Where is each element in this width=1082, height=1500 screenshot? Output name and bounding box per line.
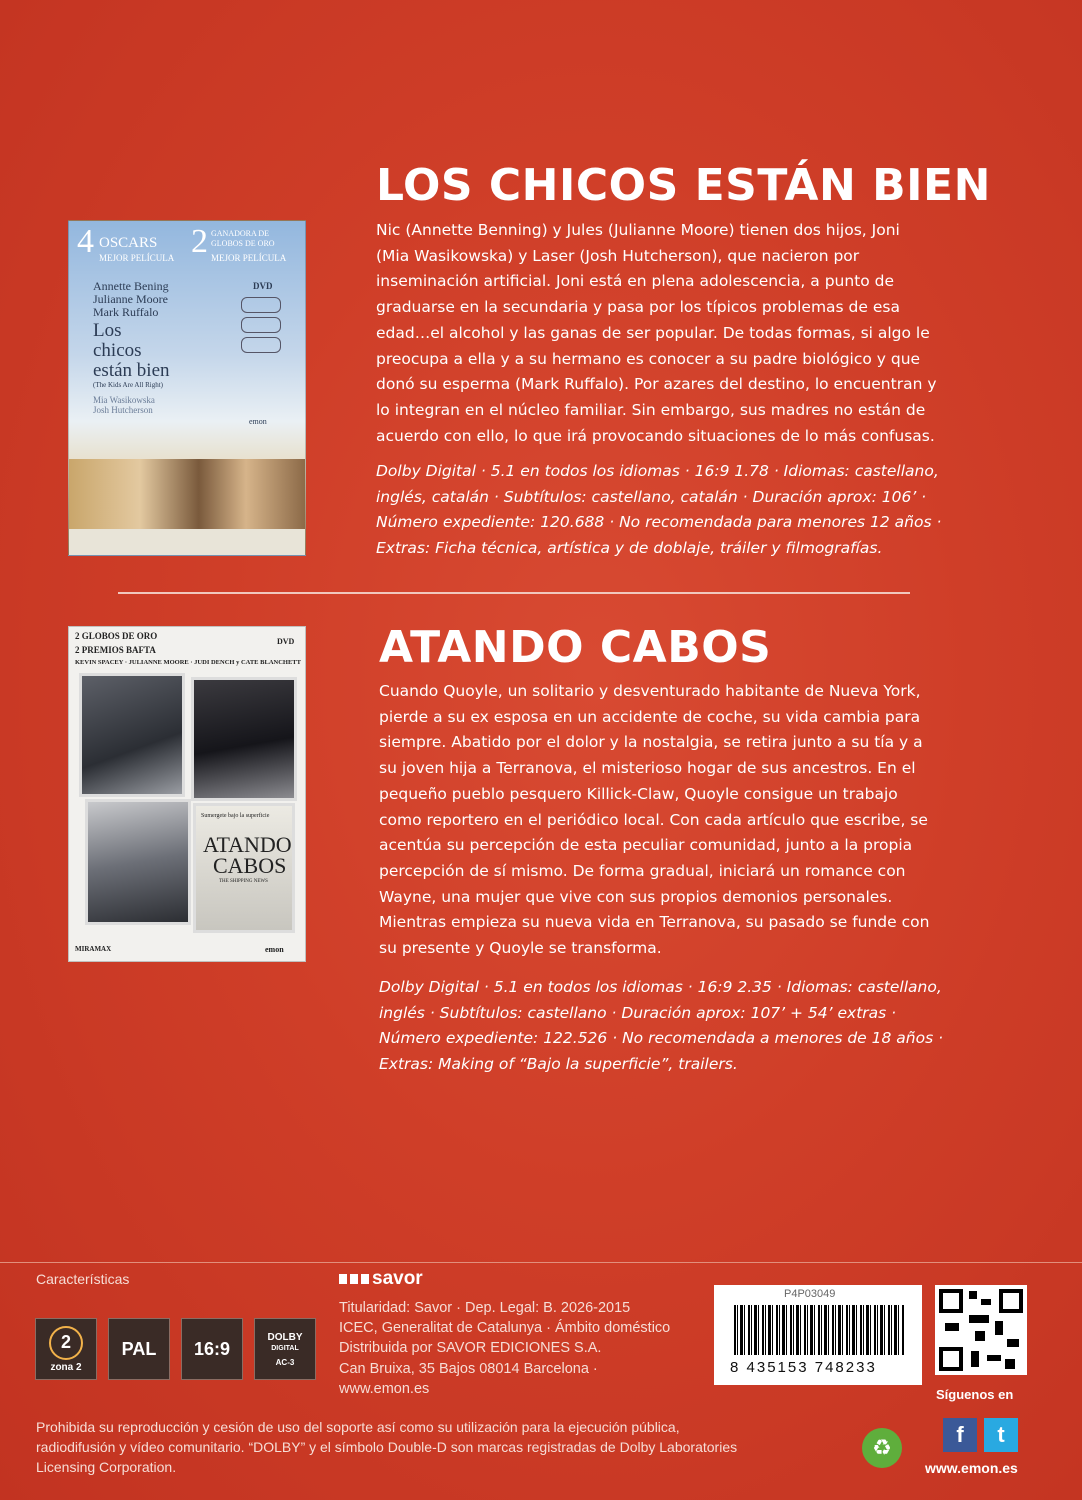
qr-code[interactable] (935, 1285, 1027, 1375)
cover2-title-line-2: CABOS (213, 853, 287, 878)
tech-line: Número expediente: 120.688 · No recomendada para menores 12 años · (376, 513, 942, 532)
cover2-logo-left: MIRAMAX (75, 945, 112, 953)
tech-line: Extras: Making of “Bajo la superficie”, trailers. (379, 1055, 738, 1074)
disclaimer-line: Prohibida su reproducción y cesión de uso del soporte así como su utilización para la ejecución pública, (36, 1419, 680, 1435)
synopsis-line: Mientras empieza su nueva vida en Terranova, su pasado se funde con (379, 913, 930, 932)
disclaimer-line: radiodifusión y vídeo comunitario. “DOLBY” y el símbolo Double-D son marcas registradas de Dolby Laboratories (36, 1439, 738, 1455)
qr-module (969, 1291, 977, 1299)
synopsis-line: siempre. Abatido por el dolor y la nostalgia, se retira junto a su tía y a (379, 733, 923, 752)
synopsis-line: preocupa a ella y a su hermano es conocer a su padre biológico y que (376, 349, 921, 368)
cover-title-line-1: Los (93, 320, 122, 341)
cover-photo-table (69, 529, 305, 555)
film2-synopsis (379, 679, 999, 962)
festival-laurel-2 (241, 317, 281, 333)
dolby-mid: DIGITAL (271, 1344, 299, 1352)
cover2-awards-2: 2 PREMIOS BAFTA (75, 645, 156, 655)
ratio-16-9-icon: 16:9 (181, 1318, 243, 1380)
film1-title: LOS CHICOS ESTÁN BIEN (376, 160, 991, 211)
synopsis-line: (Mia Wasikowska) y Laser (Josh Hutcherson), que nacieron por (376, 246, 860, 265)
cover-los-chicos-estan-bien (68, 220, 306, 556)
synopsis-line: donó su esperma (Mark Ruffalo). Por azares del destino, lo encuentran y (376, 375, 937, 394)
synopsis-line: como reportero en el periódico local. Con cada artículo que escribe, se (379, 810, 928, 829)
cover2-photo-man (79, 673, 185, 797)
cover-format: DVD (253, 281, 273, 291)
savor-logo (339, 1268, 423, 1290)
synopsis-line: pequeño pueblo pesquero Killick-Claw, Quoyle consigue un trabajo (379, 784, 898, 803)
cover2-photo-woman2 (85, 799, 191, 925)
synopsis-line: pierde a su ex esposa en un accidente de coche, su vida cambia para (379, 707, 921, 726)
cover2-original-title: THE SHIPPING NEWS (219, 879, 268, 884)
oscars-number: 4 (77, 223, 94, 260)
legal-line: Distribuida por SAVOR EDICIONES S.A. (339, 1340, 602, 1357)
qr-module (971, 1351, 979, 1367)
qr-module (969, 1315, 989, 1323)
zone-2-icon (35, 1318, 97, 1380)
follow-us-label: Síguenos en (936, 1387, 1014, 1402)
footer-divider (0, 1262, 1082, 1263)
tech-line: Número expediente: 122.526 · No recomendada a menores de 18 años · (379, 1029, 944, 1048)
cover-logo: emon (249, 417, 267, 426)
festival-laurel-1 (241, 297, 281, 313)
globes-text: GANADORA DE GLOBOS DE ORO (211, 229, 275, 248)
cover-cast2-2: Josh Hutcherson (93, 405, 153, 415)
tech-line: Dolby Digital · 5.1 en todos los idiomas · 16:9 1.78 · Idiomas: castellano, (376, 462, 939, 480)
festival-laurel-3 (241, 337, 281, 353)
synopsis-line: acuerdo con ello, lo que irá provocando situaciones de lo más confusas. (376, 426, 935, 445)
qr-module (987, 1355, 1001, 1361)
synopsis-line: graduarse en la secundaria y pasa por los típicos problemas de esa (376, 298, 900, 317)
synopsis-line: Cuando Quoyle, un solitario y desventurado habitante de Nueva York, (379, 682, 921, 700)
synopsis-line: percepción de sí mismo. De forma gradual, iniciará un romance con (379, 861, 906, 880)
synopsis-line: acentúa su percepción de esta peculiar comunidad, junto a la propia (379, 836, 913, 855)
dolby-digital-icon (254, 1318, 316, 1380)
oscars-text: OSCARS (99, 235, 158, 251)
qr-finder-3 (939, 1347, 963, 1371)
legal-line: Titularidad: Savor · Dep. Legal: B. 2026-2015 (339, 1300, 631, 1316)
savor-logo-mark-icon (339, 1274, 369, 1284)
cover2-format: DVD (277, 637, 295, 646)
cover2-awards-1: 2 GLOBOS DE ORO (75, 631, 158, 641)
synopsis-line: Wayne, una mujer que vive con sus propios demonios personales. (379, 887, 893, 906)
dolby-top: DOLBY (267, 1331, 303, 1343)
pal-icon: PAL (108, 1318, 170, 1380)
zone-text: zona 2 (50, 1361, 82, 1373)
qr-module (1005, 1359, 1015, 1369)
cover-cast2-1: Mia Wasikowska (93, 395, 155, 405)
legal-line: Can Bruixa, 35 Bajos 08014 Barcelona · (339, 1360, 598, 1377)
barcode-number: 8 435153 748233 (730, 1359, 877, 1376)
tech-line: inglés, catalán · Subtítulos: castellano, catalán · Duración aprox: 106’ · (376, 487, 927, 506)
facebook-icon[interactable]: f (943, 1418, 977, 1452)
synopsis-line: inseminación artificial. Joni está en plena adolescencia, a punto de (376, 272, 895, 291)
legal-disclaimer (36, 1417, 737, 1477)
cover-atando-cabos (68, 626, 306, 962)
tech-line: Dolby Digital · 5.1 en todos los idiomas · 16:9 2.35 · Idiomas: castellano, (379, 978, 942, 996)
synopsis-line: su presente y Quoyle se transforma. (379, 939, 662, 958)
savor-logo-text: savor (372, 1268, 423, 1289)
disclaimer-line: Licensing Corporation. (36, 1459, 177, 1475)
cover2-photo-woman (191, 677, 297, 801)
product-code: P4P03049 (784, 1288, 836, 1300)
film2-title: ATANDO CABOS (379, 622, 772, 673)
cover-cast-1: Annette Bening (93, 279, 169, 293)
qr-finder-1 (939, 1289, 963, 1313)
cover2-title-line-1: ATANDO (203, 832, 292, 857)
section-divider (118, 592, 910, 594)
film1-synopsis (376, 218, 996, 449)
website-link[interactable]: www.emon.es (925, 1460, 1018, 1476)
film1-tech-specs (376, 459, 996, 562)
globes-number: 2 (191, 223, 208, 260)
barcode-bars (734, 1305, 904, 1355)
tech-line: Extras: Ficha técnica, artística y de doblaje, tráiler y filmografías. (376, 539, 883, 558)
legal-info (339, 1298, 670, 1399)
qr-module (945, 1323, 959, 1331)
features-label: Características (36, 1271, 130, 1287)
barcode (714, 1285, 922, 1385)
qr-module (1007, 1339, 1019, 1347)
qr-module (981, 1299, 991, 1305)
zone-number: 2 (49, 1326, 83, 1360)
cover-cast-2: Julianne Moore (93, 292, 168, 306)
recycle-icon: ♻ (862, 1428, 902, 1468)
dolby-bottom: AC-3 (275, 1357, 295, 1367)
synopsis-line: su joven hija a Terranova, el misterioso hogar de sus ancestros. En el (379, 759, 916, 778)
qr-module (975, 1331, 985, 1341)
oscars-sub: MEJOR PELÍCULA (99, 253, 175, 263)
legal-line: ICEC, Generalitat de Catalunya · Ámbito doméstico (339, 1320, 671, 1337)
cover-title-line-2: chicos (93, 340, 142, 361)
cover-cast-3: Mark Ruffalo (93, 305, 159, 319)
globes-sub: MEJOR PELÍCULA (211, 253, 287, 263)
twitter-icon[interactable]: t (984, 1418, 1018, 1452)
qr-finder-2 (999, 1289, 1023, 1313)
cover2-logo-right: emon (265, 945, 284, 954)
qr-module (995, 1321, 1003, 1335)
cover2-tagline: Sumergete bajo la superficie (201, 813, 270, 819)
cover-title-line-3: están bien (93, 360, 170, 381)
film2-tech-specs (379, 975, 999, 1078)
cover-original-title: (The Kids Are All Right) (93, 381, 163, 389)
tech-line: inglés · Subtítulos: castellano · Duración aprox: 107’ + 54’ extras · (379, 1003, 897, 1022)
synopsis-line: lo integran en el núcleo familiar. Sin embargo, sus madres no están de (376, 400, 926, 419)
synopsis-line: edad…el alcohol y las ganas de ser popular. De todas formas, si algo le (376, 323, 930, 342)
synopsis-line: Nic (Annette Benning) y Jules (Julianne Moore) tienen dos hijos, Joni (376, 221, 900, 239)
cover2-cast: KEVIN SPACEY · JULIANNE MOORE · JUDI DENCH y CATE BLANCHETT (75, 659, 301, 666)
legal-line: www.emon.es (339, 1380, 430, 1397)
